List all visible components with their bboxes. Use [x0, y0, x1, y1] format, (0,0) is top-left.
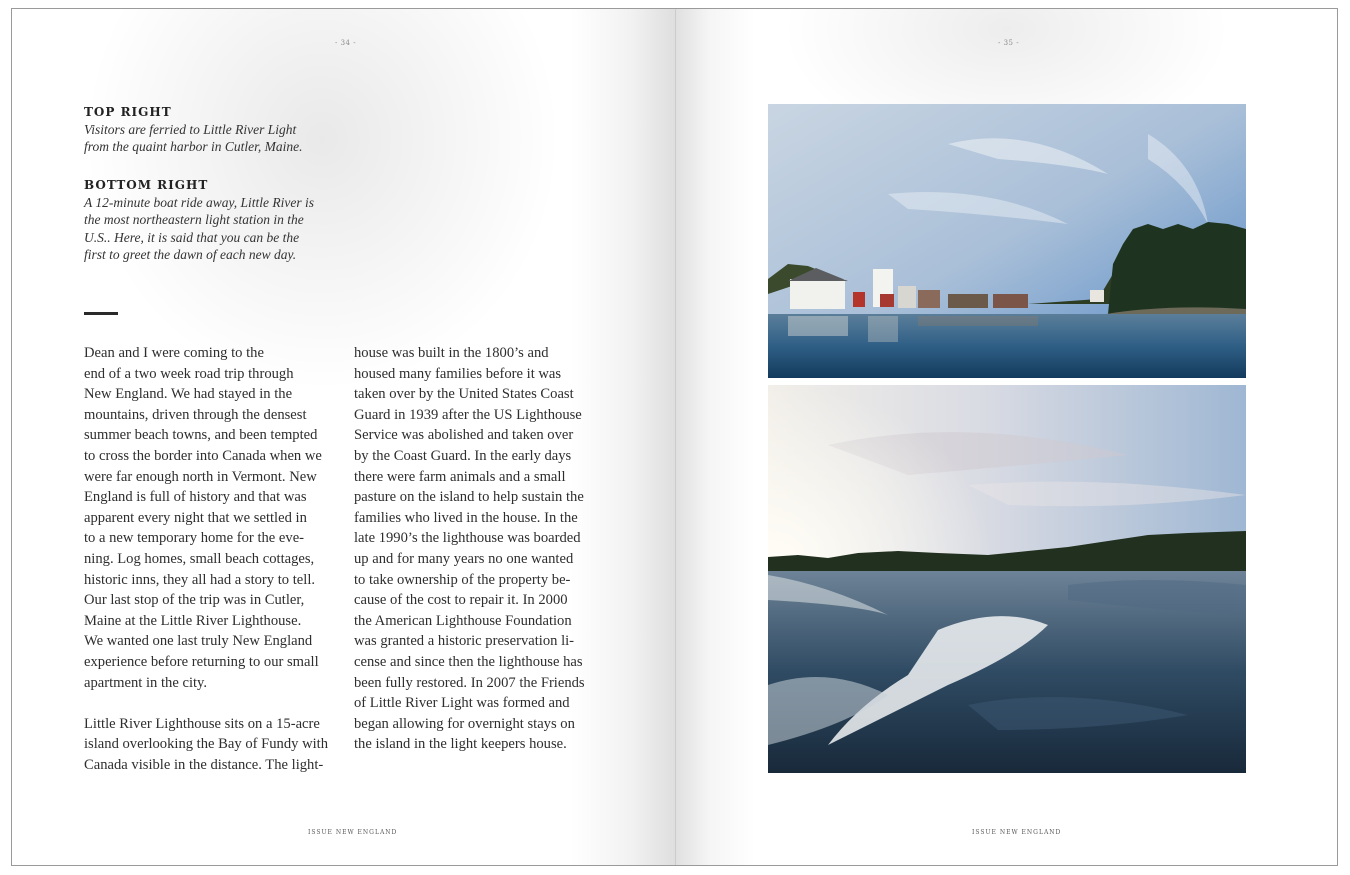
article-column-2 — [354, 343, 616, 755]
magazine-spread — [11, 8, 1338, 866]
article-column-1 — [84, 343, 346, 775]
harbor-photo-image — [768, 104, 1246, 378]
page-number-right: - 35 - — [998, 39, 1020, 47]
section-rule — [84, 312, 118, 315]
harbor-photo — [768, 104, 1246, 378]
caption-label: BOTTOM RIGHT — [84, 178, 209, 192]
article-paragraph: Dean and I were coming to the end of a two week road trip through New England. We had stayed in the mountains, driven through the densest summer beach towns, and been tempted to cross the border into Canada when we were far enough north in Vermont. New England is full of history and that was apparent every night that we settled in to a new temporary home for the eve- ning. Log homes, small beach cottages, historic inns, they all had a story to tell. Our last stop of the trip was in Cutler, Maine at the Little River Lighthouse. We wanted one last truly New England experience before returning to our small apartment in the city. — [84, 345, 322, 691]
right-page — [676, 9, 1338, 865]
caption-text: A 12-minute boat ride away, Little River is the most northeastern light station in the U.S.. Here, it is said that you can be the first to greet the dawn of each new day. — [84, 195, 314, 262]
caption-text: Visitors are ferried to Little River Light from the quaint harbor in Cutler, Maine. — [84, 122, 303, 155]
page-number-left: - 34 - — [335, 39, 357, 47]
page-footer-right: ISSUE NEW ENGLAND — [972, 829, 1062, 836]
caption-top-right — [84, 105, 344, 156]
article-paragraph: Little River Lighthouse sits on a 15-acre island overlooking the Bay of Fundy with Canada visible in the distance. The light- — [84, 715, 329, 773]
boat-wake-photo — [768, 385, 1246, 773]
caption-label: TOP RIGHT — [84, 105, 172, 119]
boat-wake-photo-image — [768, 385, 1246, 773]
caption-bottom-right — [84, 178, 344, 263]
page-footer-left: ISSUE NEW ENGLAND — [308, 829, 398, 836]
left-page — [12, 9, 676, 865]
article-paragraph: house was built in the 1800’s and housed many families before it was taken over by the United States Coast Guard in 1939 after the US Lighthouse Service was abolished and taken over by the Coast Guard. In the early days there were farm animals and a small pasture on the island to help sustain the families who lived in the house. In the late 1990’s the lighthouse was boarded up and for many years no one wanted to take ownership of the property be- cause of the cost to repair it. In 2000 the American Lighthouse Foundation was granted a historic preservation li- cense and since then the lighthouse has been fully restored. In 2007 the Friends of Little River Light was formed and began allowing for overnight stays on the island in the light keepers house. — [354, 345, 585, 753]
